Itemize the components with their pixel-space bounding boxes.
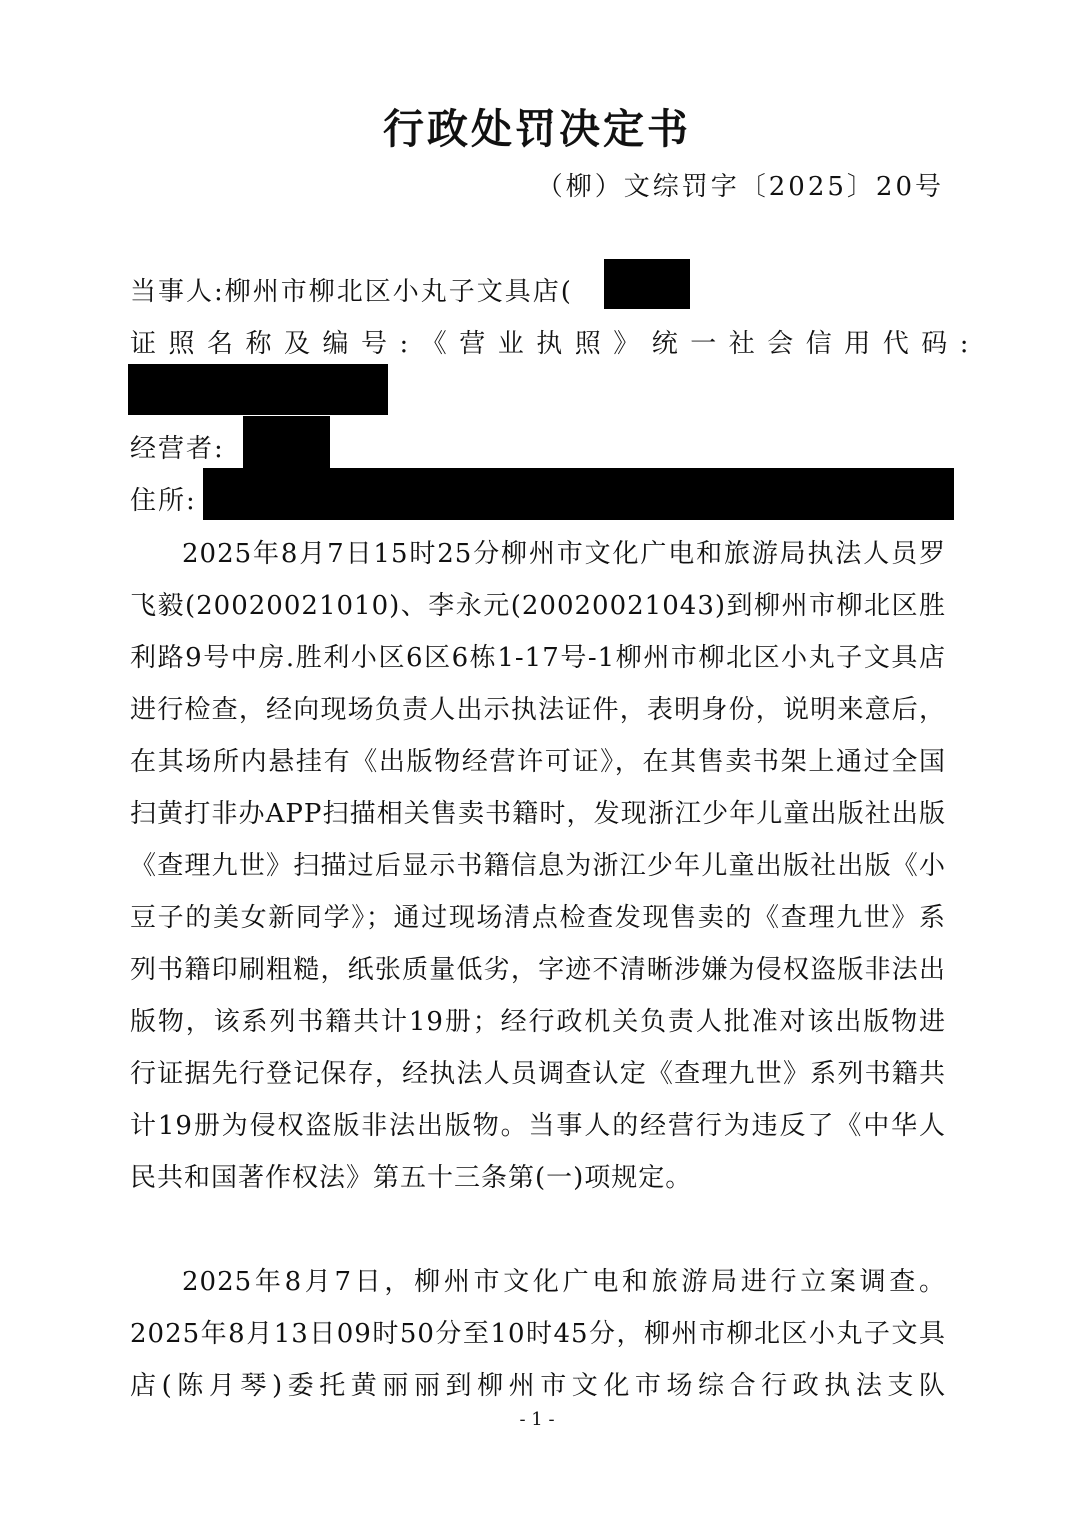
document-title: 行政处罚决定书 [383, 105, 691, 153]
paragraph-case-filing [130, 1256, 946, 1412]
paragraph-1: 2025年8月7日15时25分柳州市文化广电和旅游局执法人员罗飞毅(20020021010)、李永元(20020021043)到柳州市柳北区胜利路9号中房.胜利小区6区6栋1-17号-1柳州市柳北区小丸子文具店进行检查，经向现场负责人出示执法证件，表明身份，说明来意后，在其场所内悬挂有《出版物经营许可证》，在其售卖书架上通过全国扫黄打非办APP扫描相关售卖书籍时，发现浙江少年儿童出版社出版《查理九世》扫描过后显示书籍信息为浙江少年儿童出版社出版《小豆子的美女新同学》；通过现场清点检查发现售卖的《查理九世》系列书籍印刷粗糙，纸张质量低劣，字迹不清晰涉嫌为侵权盗版非法出版物，该系列书籍共计19册；经行政机关负责人批准对该出版物进行证据先行登记保存，经执法人员调查认定《查理九世》系列书籍共计19册为侵权盗版非法出版物。当事人的经营行为违反了《中华人民共和国著作权法》第五十三条第(一)项规定。 [130, 539, 946, 1193]
address-line: 住所: [130, 486, 197, 516]
party-name-prefix: 柳州市柳北区小丸子文具店( [224, 277, 573, 307]
redaction-block-operator-name [604, 259, 690, 309]
party-label: 当事人: [130, 277, 225, 307]
page-number: - 1 - [519, 1409, 555, 1430]
operator-line: 经营者: [130, 434, 225, 464]
paragraph-inspection [130, 528, 946, 1204]
license-line: 证照名称及编号:《营业执照》统一社会信用代码: [130, 329, 982, 359]
redaction-block-credit-code [128, 364, 388, 415]
redaction-block-operator [243, 416, 330, 468]
redaction-block-address [203, 468, 954, 520]
paragraph-2: 2025年8月7日，柳州市文化广电和旅游局进行立案调查。2025年8月13日09时50分至10时45分，柳州市柳北区小丸子文具店(陈月琴)委托黄丽丽到柳州市文化市场综合行政执法支队 [130, 1267, 946, 1401]
party-line [130, 272, 671, 312]
document-number: （柳）文综罚字〔2025〕20号 [536, 172, 944, 202]
